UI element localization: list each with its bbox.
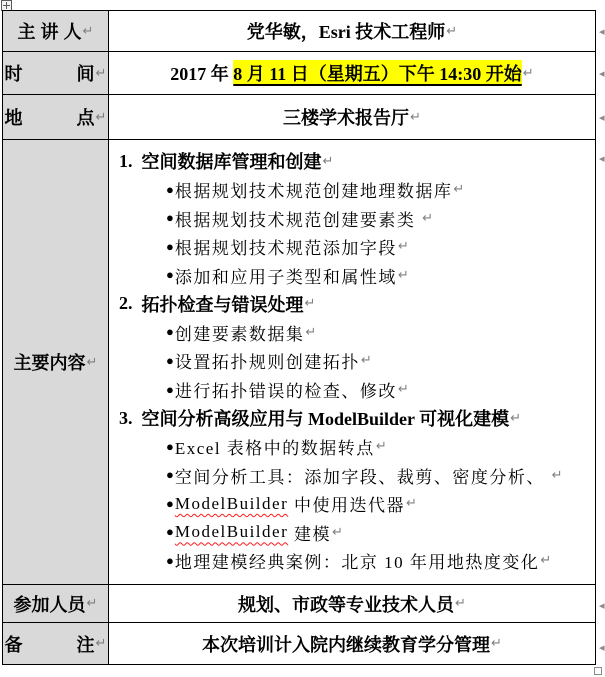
table-row-speaker xyxy=(3,11,595,52)
content-item-bullet xyxy=(109,433,591,461)
time-prefix-text: 2017 年 xyxy=(170,64,234,84)
misspelled-word: ModelBuilder xyxy=(174,522,289,542)
cell-end-mark-icon: ↵ xyxy=(375,439,387,455)
cell-end-mark-icon: ↵ xyxy=(397,239,409,255)
row-end-marker-icon: ◂ xyxy=(599,67,605,80)
content-item-numbered xyxy=(109,404,591,432)
content-item-numbered xyxy=(109,147,591,175)
location-text: 三楼学术报告厅 xyxy=(283,108,410,128)
label-text: 备 注 xyxy=(4,634,95,655)
cell-end-mark-icon: ↵ xyxy=(95,636,107,651)
content-item-bullet xyxy=(109,176,591,204)
item-text: 中使用迭代器 xyxy=(288,496,405,516)
cell-end-mark-icon: ↵ xyxy=(86,596,98,611)
content-item-bullet xyxy=(109,376,591,404)
label-cell-notes[interactable] xyxy=(3,623,109,664)
cell-end-mark-icon: ↵ xyxy=(95,109,107,125)
cell-end-mark-icon: ↵ xyxy=(397,382,409,397)
cell-end-mark-icon: ↵ xyxy=(305,324,317,340)
misspelled-word: ModelBuilder xyxy=(174,493,289,513)
cell-end-mark-icon: ↵ xyxy=(304,296,316,312)
item-text: 空间数据库管理和创建 xyxy=(141,152,322,172)
cell-end-mark-icon: ↵ xyxy=(522,65,534,81)
cell-end-mark-icon: ↵ xyxy=(491,636,502,651)
bullet-icon: ● xyxy=(166,552,174,568)
item-number: 1. xyxy=(119,150,133,171)
row-end-marker-icon: ◂ xyxy=(599,152,605,165)
speaker-text: 党华敏，Esri 技术工程师 xyxy=(246,22,446,42)
content-item-bullet xyxy=(109,261,591,289)
bullet-icon: ● xyxy=(166,467,174,483)
cell-end-mark-icon: ↵ xyxy=(540,553,552,569)
row-end-marker-icon: ◂ xyxy=(599,25,605,38)
item-number: 2. xyxy=(119,293,133,314)
bullet-icon: ● xyxy=(166,181,174,197)
cell-end-mark-icon: ↵ xyxy=(322,153,334,169)
label-text: 主要内容 xyxy=(13,353,86,373)
label-text: 时 间 xyxy=(4,64,95,84)
content-cell-notes[interactable] xyxy=(109,623,595,664)
notes-text: 本次培训计入院内继续教育学分管理 xyxy=(202,634,491,655)
bullet-icon: ● xyxy=(166,238,174,254)
content-cell-main[interactable] xyxy=(109,140,595,584)
item-text: 创建要素数据集 xyxy=(174,324,305,344)
cell-end-mark-icon: ↵ xyxy=(446,23,458,39)
bullet-icon: ● xyxy=(166,267,174,283)
item-text: 空间分析工具：添加字段、裁剪、密度分析、 xyxy=(174,467,551,487)
item-text: 根据规划技术规范添加字段 xyxy=(174,239,397,259)
cell-end-mark-icon: ↵ xyxy=(455,596,466,611)
table-row-notes xyxy=(3,623,595,664)
cell-end-mark-icon: ↵ xyxy=(82,23,94,39)
item-number: 3. xyxy=(119,407,133,428)
content-item-bullet xyxy=(109,204,591,232)
bullet-icon: ● xyxy=(166,438,174,454)
cell-end-mark-icon: ↵ xyxy=(86,354,98,370)
bullet-icon: ● xyxy=(166,210,174,226)
label-text: 主 讲 人 xyxy=(17,22,82,42)
bullet-icon: ● xyxy=(166,352,174,368)
table-row-time xyxy=(3,52,595,95)
content-item-numbered xyxy=(109,290,591,318)
item-text: 空间分析高级应用与 ModelBuilder 可视化建模 xyxy=(141,409,510,430)
cell-end-mark-icon: ↵ xyxy=(410,109,421,125)
content-item-bullet xyxy=(109,318,591,346)
label-cell-content[interactable] xyxy=(3,140,109,584)
cell-end-mark-icon: ↵ xyxy=(453,182,465,198)
cell-end-mark-icon: ↵ xyxy=(422,210,434,226)
label-text: 参加人员 xyxy=(13,594,86,615)
cell-end-mark-icon: ↵ xyxy=(551,467,563,483)
content-cell-speaker[interactable] xyxy=(109,11,595,51)
item-text: 添加和应用子类型和属性域 xyxy=(174,267,397,287)
item-text: 拓扑检查与错误处理 xyxy=(141,294,304,315)
participants-text: 规划、市政等专业技术人员 xyxy=(238,594,455,615)
item-text: 根据规划技术规范创建地理数据库 xyxy=(174,182,453,202)
item-text: 地理建模经典案例：北京 10 年用地热度变化 xyxy=(174,553,540,573)
bullet-icon: ● xyxy=(166,324,174,340)
table-resize-handle[interactable] xyxy=(594,667,602,675)
content-cell-location[interactable] xyxy=(109,95,595,139)
label-cell-location[interactable] xyxy=(3,95,109,139)
content-cell-time[interactable] xyxy=(109,52,595,94)
item-text: Excel 表格中的数据转点 xyxy=(174,439,375,459)
content-item-bullet xyxy=(109,490,591,518)
bullet-icon: ● xyxy=(166,495,174,511)
label-cell-time[interactable] xyxy=(3,52,109,94)
row-end-marker-icon: ◂ xyxy=(599,111,605,124)
label-cell-participants[interactable] xyxy=(3,585,109,622)
document-table xyxy=(2,10,596,665)
cell-end-mark-icon: ↵ xyxy=(360,353,372,369)
content-item-bullet xyxy=(109,518,591,546)
item-text: 根据规划技术规范创建要素类 xyxy=(174,210,422,230)
item-text: 建模 xyxy=(288,524,331,544)
highlighted-text: 8 月 11 日（星期五）下午 14:30 开始 xyxy=(233,60,522,86)
cell-end-mark-icon: ↵ xyxy=(510,410,522,426)
row-end-marker-icon: ◂ xyxy=(599,641,605,654)
cell-end-mark-icon: ↵ xyxy=(95,65,107,81)
table-row-content xyxy=(3,140,595,585)
label-cell-speaker[interactable] xyxy=(3,11,109,51)
content-item-bullet xyxy=(109,233,591,261)
table-row-location xyxy=(3,95,595,140)
label-text: 地 点 xyxy=(4,108,95,128)
row-end-marker-icon: ◂ xyxy=(599,599,605,612)
cell-end-mark-icon: ↵ xyxy=(406,496,417,512)
content-item-bullet xyxy=(109,547,591,575)
table-row-participants xyxy=(3,585,595,623)
item-text: 设置拓扑规则创建拓扑 xyxy=(174,353,360,373)
content-item-bullet xyxy=(109,347,591,375)
content-item-bullet xyxy=(109,461,591,489)
content-cell-participants[interactable] xyxy=(109,585,595,622)
bullet-icon: ● xyxy=(166,524,174,540)
cell-end-mark-icon: ↵ xyxy=(332,524,343,540)
cell-end-mark-icon: ↵ xyxy=(397,267,409,283)
item-text: 进行拓扑错误的检查、修改 xyxy=(174,382,397,401)
bullet-icon: ● xyxy=(166,381,174,397)
